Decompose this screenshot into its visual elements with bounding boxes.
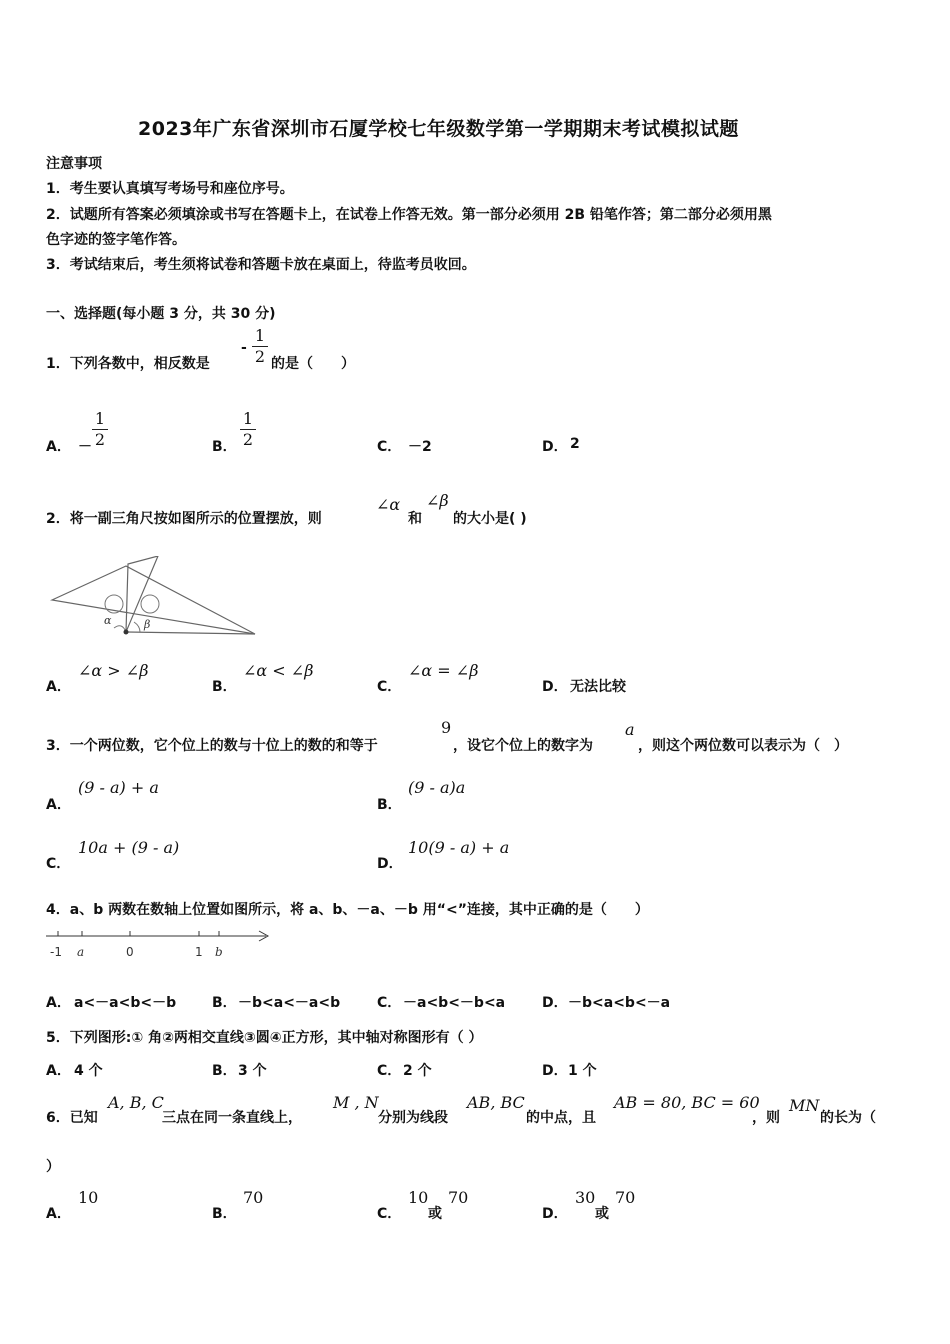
q5-option-d-label: D． [542, 1063, 568, 1079]
q6-mn: M , N [333, 1093, 379, 1112]
axis-label-neg1: -1 [50, 945, 62, 959]
triangle-2 [126, 556, 158, 632]
q1-frac-num: 1 [254, 326, 266, 345]
q6-text-4: 的中点，且 [526, 1110, 596, 1126]
q5-option-c-value: 2 个 [403, 1063, 432, 1079]
page-title: 2023年广东省深圳市石厦学校七年级数学第一学期期末考试模拟试题 [138, 118, 739, 140]
q6-option-a-label: A． [46, 1206, 71, 1222]
q4-option-d-value: －b<a<b<－a [568, 995, 671, 1011]
q1-option-a-label: A． [46, 439, 71, 455]
q6-option-d-label: D． [542, 1206, 568, 1222]
q6-close: ） [46, 1159, 60, 1175]
q3-option-a-value: (9 - a) + a [78, 778, 159, 797]
q2-option-b-value: ∠α < ∠β [243, 661, 314, 680]
q3-option-b-value: (9 - a)a [408, 778, 466, 797]
triangle-1 [52, 566, 255, 634]
q5-option-b-value: 3 个 [238, 1063, 267, 1079]
notice-item-1: 1．考生要认真填写考场号和座位序号。 [46, 181, 294, 197]
axis-label-b: b [215, 945, 223, 959]
q5-option-c-label: C． [377, 1063, 402, 1079]
q3-option-c-label: C． [46, 856, 71, 872]
q5-option-a-label: A． [46, 1063, 71, 1079]
q2-option-c-label: C． [377, 679, 402, 695]
fig-alpha-label: α [104, 614, 112, 627]
q6-text-3: 分别为线段 [378, 1110, 448, 1126]
set-square-figure [48, 556, 260, 640]
q6-option-b-value: 70 [243, 1188, 264, 1207]
q5-text: 5．下列图形:① 角②两相交直线③圆④正方形，其中轴对称图形有（ ） [46, 1030, 483, 1046]
q4-option-a-value: a<－a<b<－b [74, 995, 177, 1011]
q2-option-c-value: ∠α = ∠β [408, 661, 479, 680]
q2-text: 2．将一副三角尺按如图所示的位置摆放，则 [46, 511, 322, 527]
q2-option-d-label: D． [542, 679, 568, 695]
q6-option-b-label: B． [212, 1206, 237, 1222]
axis-label-1: 1 [195, 945, 203, 959]
q1-option-a-minus: － [78, 439, 92, 455]
q5-option-a-value: 4 个 [74, 1063, 103, 1079]
q3-option-a-label: A． [46, 797, 71, 813]
q3-a: a [625, 720, 635, 739]
q1-text: 1．下列各数中，相反数是 [46, 356, 210, 372]
q5-option-d-value: 1 个 [568, 1063, 597, 1079]
q3-option-b-label: B． [377, 797, 402, 813]
q3-tail: ，则这个两位数可以表示为（ ） [638, 738, 848, 754]
q1-minus: - [241, 340, 247, 356]
q6-option-d-value-1: 30 [575, 1188, 596, 1207]
q2-option-b-label: B． [212, 679, 237, 695]
q2-and: 和 [408, 511, 422, 527]
q6-text-5: ，则 [752, 1110, 780, 1126]
q4-option-a-label: A． [46, 995, 71, 1011]
q6-abbc: AB, BC [467, 1093, 525, 1112]
q3-mid: ，设它个位上的数字为 [453, 738, 593, 754]
notice-item-3: 3．考试结束后，考生须将试卷和答题卡放在桌面上，待监考员收回。 [46, 257, 476, 273]
q6-option-c-label: C． [377, 1206, 402, 1222]
q3-option-d-label: D． [377, 856, 403, 872]
q3-option-c-value: 10a + (9 - a) [78, 838, 180, 857]
q2-alpha: ∠α [376, 495, 401, 514]
q1-option-a-fraction [92, 410, 108, 449]
q3-text: 3．一个两位数，它个位上的数与十位上的数的和等于 [46, 738, 378, 754]
q6-condition: AB = 80, BC = 60 [614, 1093, 760, 1112]
fig-beta-label: β [144, 618, 151, 631]
q4-text: 4．a、b 两数在数轴上位置如图所示，将 a、b、－a、－b 用“<”连接，其中正确的是（ ） [46, 902, 649, 918]
q3-nine: 9 [441, 718, 452, 737]
q1-option-c-value: －2 [408, 439, 432, 455]
q1-option-b-den: 2 [242, 430, 254, 449]
axis-label-0: 0 [126, 945, 134, 959]
q1-option-b-label: B． [212, 439, 237, 455]
q4-option-b-value: －b<a<－a<b [238, 995, 341, 1011]
q1-frac-den: 2 [254, 347, 266, 366]
q6-text: 6．已知 [46, 1110, 98, 1126]
q6-option-a-value: 10 [78, 1188, 99, 1207]
q1-option-b-num: 1 [242, 409, 254, 428]
q1-option-a-num: 1 [94, 409, 106, 428]
q4-option-c-value: －a<b<－b<a [403, 995, 506, 1011]
q6-text-2: 三点在同一条直线上， [162, 1110, 302, 1126]
q1-option-d-value: 2 [570, 436, 580, 452]
q5-option-b-label: B． [212, 1063, 237, 1079]
q1-option-a-den: 2 [94, 430, 106, 449]
notice-heading: 注意事项 [46, 156, 102, 172]
q6-text-6: 的长为（ [820, 1110, 876, 1126]
notice-item-2-cont: 色字迹的签字笔作答。 [46, 232, 186, 248]
q2-option-a-value: ∠α > ∠β [78, 661, 149, 680]
q4-option-c-label: C． [377, 995, 402, 1011]
q1-fraction [252, 327, 268, 366]
q1-option-c-label: C． [377, 439, 402, 455]
q1-option-d-label: D． [542, 439, 568, 455]
q6-option-d-value-2: 70 [615, 1188, 636, 1207]
section-heading: 一、选择题(每小题 3 分，共 30 分) [46, 306, 276, 322]
q4-option-d-label: D． [542, 995, 568, 1011]
circle-marker-2 [141, 595, 159, 613]
axis-label-a: a [77, 945, 85, 959]
q3-option-d-value: 10(9 - a) + a [408, 838, 510, 857]
q1-tail: 的是（ ） [271, 356, 355, 372]
number-line [44, 926, 272, 962]
q6-mn2: MN [789, 1096, 820, 1115]
notice-item-2: 2．试题所有答案必须填涂或书写在答题卡上，在试卷上作答无效。第一部分必须用 2B 铅笔作答；第二部分必须用黑 [46, 207, 772, 223]
q6-option-c-value-1: 10 [408, 1188, 429, 1207]
q2-option-a-label: A． [46, 679, 71, 695]
q6-option-c-value-2: 70 [448, 1188, 469, 1207]
vertex-point [124, 630, 129, 635]
q2-option-d-value: 无法比较 [570, 679, 626, 695]
q2-tail: 的大小是( ) [453, 511, 527, 527]
q6-abc: A, B, C [108, 1093, 164, 1112]
q1-option-b-fraction [240, 410, 256, 449]
q6-option-d-or: 或 [595, 1206, 609, 1222]
q6-option-c-or: 或 [428, 1206, 442, 1222]
q2-beta: ∠β [426, 491, 449, 510]
q4-option-b-label: B． [212, 995, 237, 1011]
